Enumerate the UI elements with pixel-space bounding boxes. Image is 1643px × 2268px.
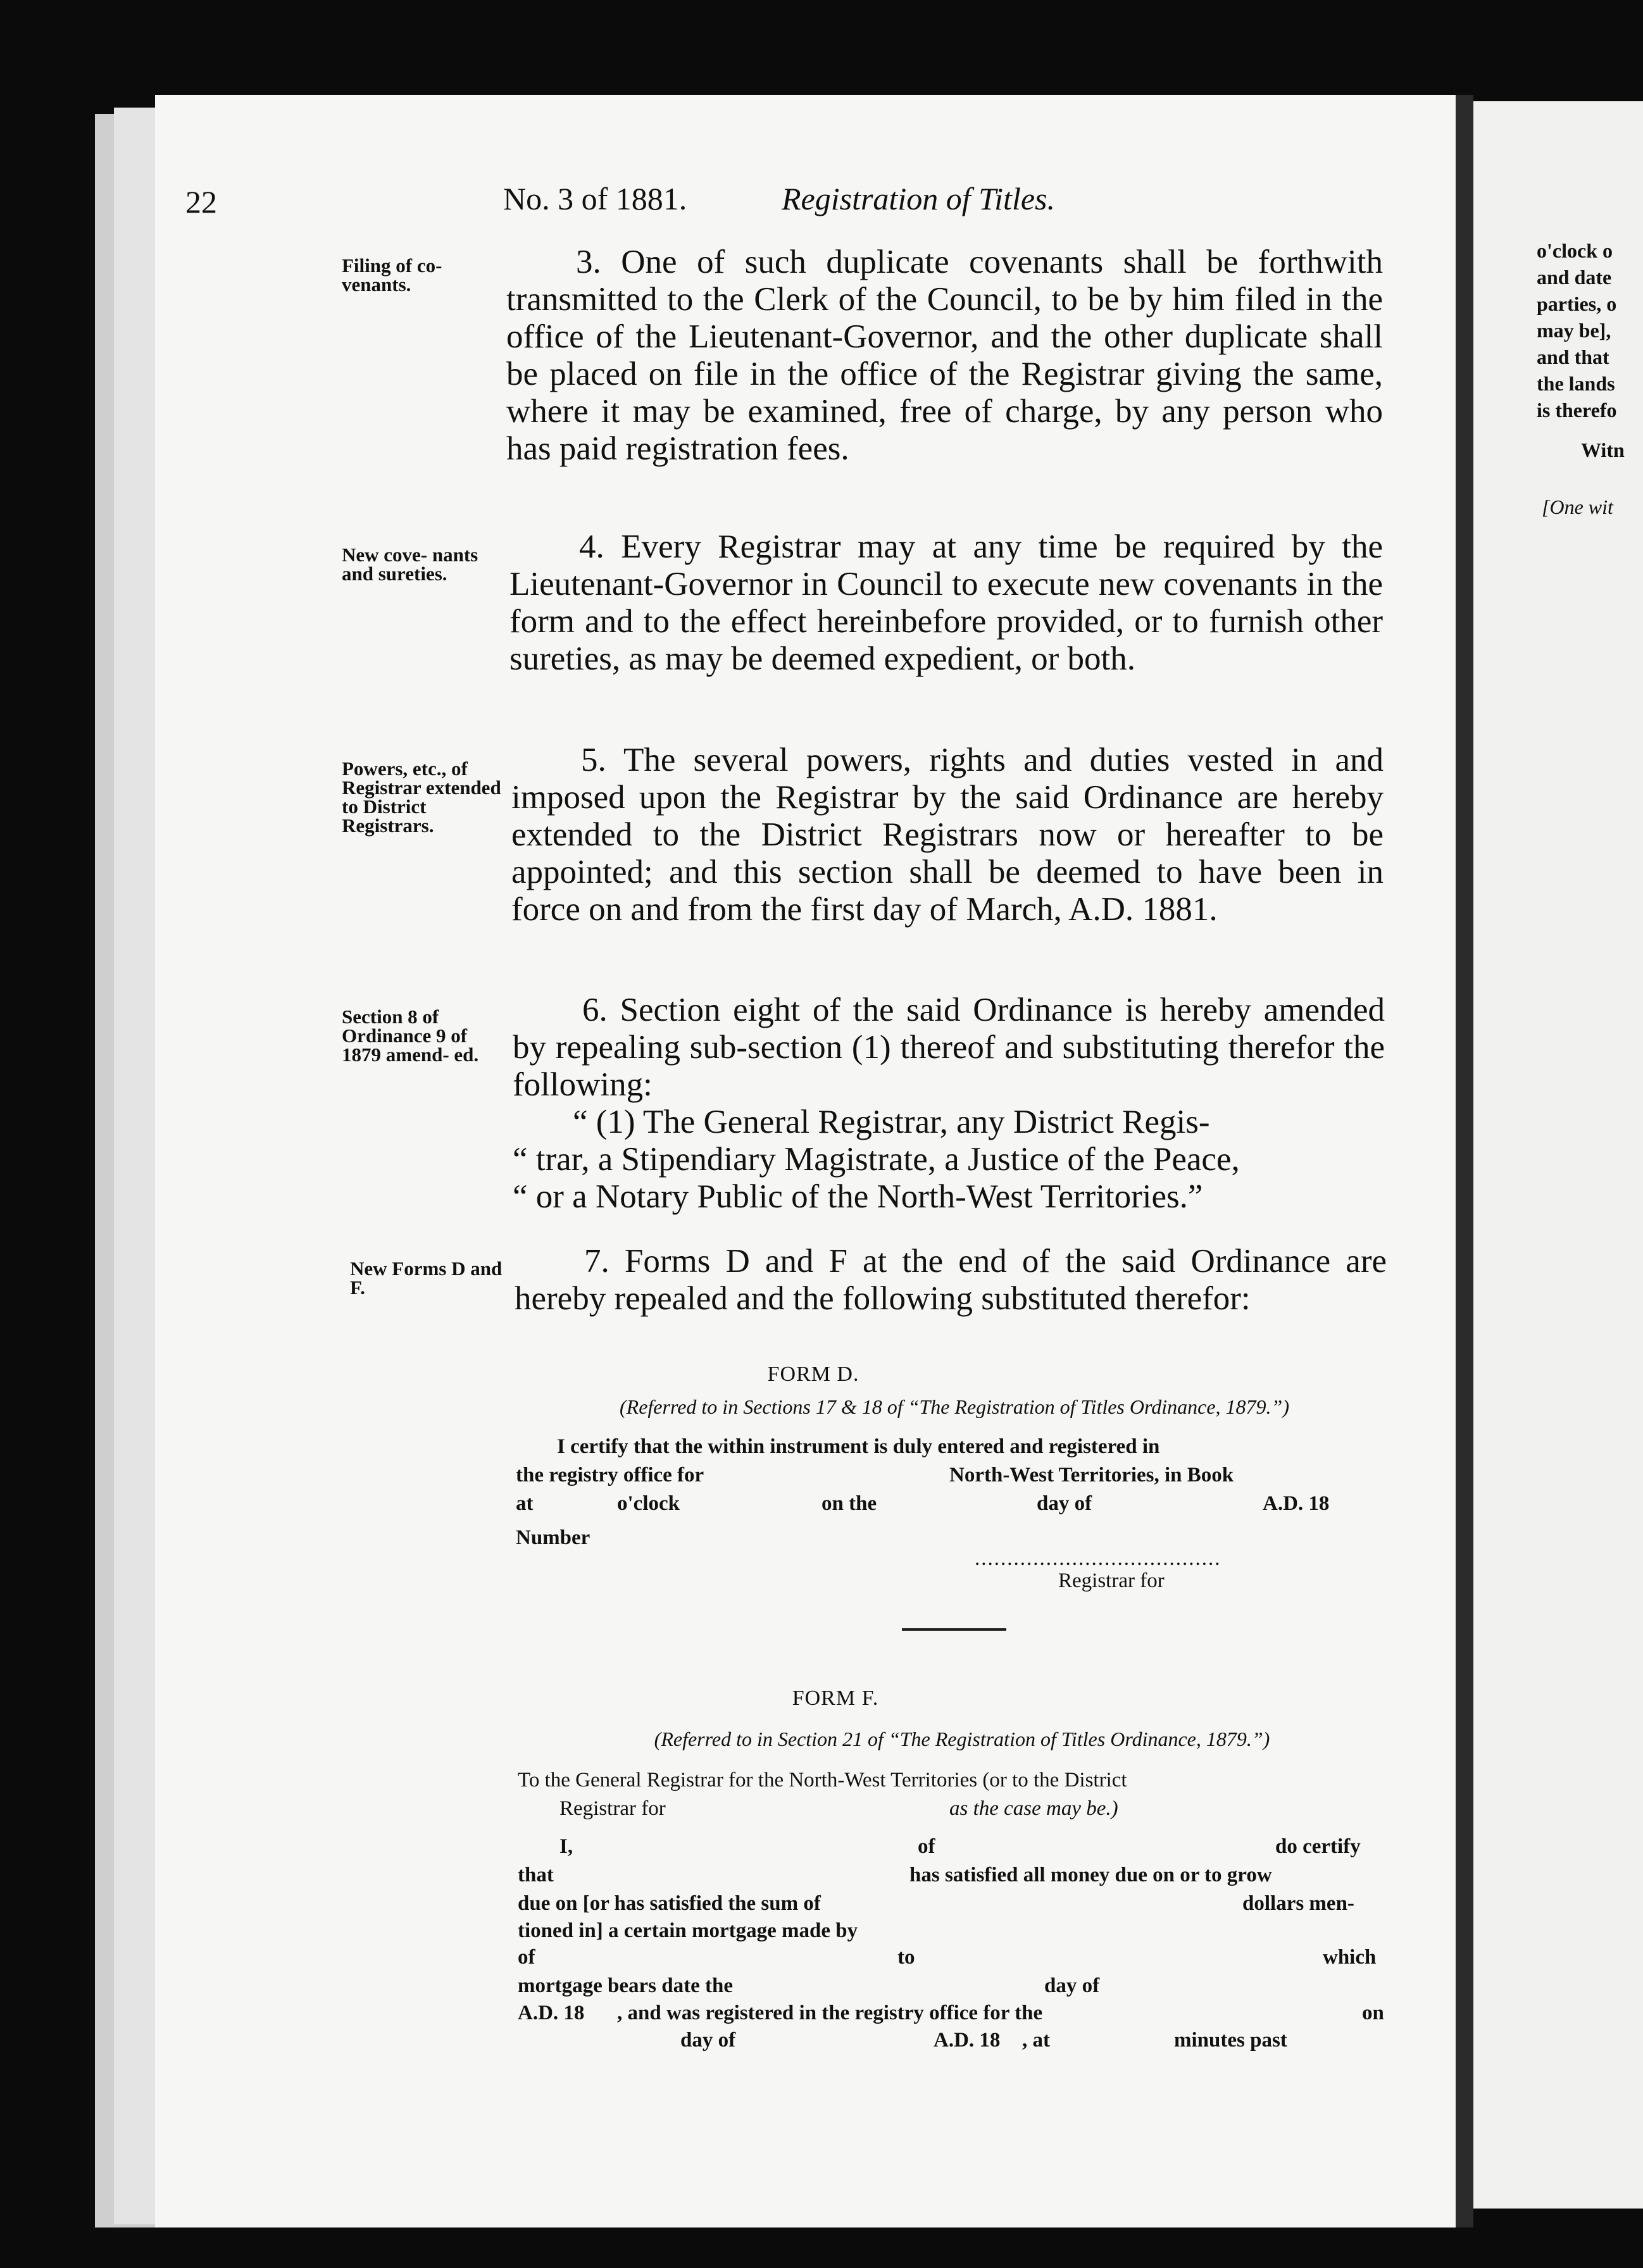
- form-f-line: A.D. 18: [934, 2029, 1001, 2052]
- margin-note: Section 8 of Ordinance 9 of 1879 amend- ed.: [342, 1006, 479, 1066]
- form-f-reference: (Referred to in Section 21 of “The Registration of Titles Ordinance, 1879.”): [654, 1728, 1270, 1750]
- quote-line: “ trar, a Stipendiary Magistrate, a Justice of the Peace,: [513, 1141, 1240, 1178]
- next-page-line: and date: [1537, 266, 1612, 289]
- form-d-line: A.D. 18: [1263, 1492, 1330, 1515]
- form-d-reference: (Referred to in Sections 17 & 18 of “The Registration of Titles Ordinance, 1879.”): [619, 1395, 1289, 1418]
- form-d-line: on the: [822, 1492, 877, 1515]
- next-page-witness: Witn: [1581, 439, 1625, 461]
- running-title: Registration of Titles.: [782, 181, 1055, 216]
- form-d-line: Number: [516, 1526, 590, 1549]
- section-text: 7. Forms D and F at the end of the said Ordinance are hereby repealed and the following substituted therefor:: [515, 1243, 1387, 1317]
- form-d-line: I certify that the within instrument is duly entered and registered in: [557, 1435, 1160, 1458]
- form-f-line: minutes past: [1174, 2029, 1287, 2052]
- form-f-line: to: [897, 1946, 915, 1969]
- form-d-line: the registry office for: [516, 1464, 704, 1486]
- section-7: [515, 1243, 1387, 1318]
- form-d-title: FORM D.: [767, 1362, 859, 1386]
- form-f-line: day of: [680, 2029, 736, 2052]
- margin-note: New Forms D and F.: [350, 1257, 503, 1299]
- form-f-line: of: [918, 1835, 935, 1858]
- next-page-fragment: [1473, 101, 1643, 2209]
- section-3: [506, 244, 1383, 468]
- form-f-line: as the case may be.): [949, 1797, 1118, 1820]
- form-d-line: at: [516, 1492, 534, 1515]
- form-f-line: , at: [1022, 2029, 1050, 2052]
- form-d-line: North-West Territories, in Book: [949, 1464, 1234, 1486]
- page-number: 22: [185, 184, 217, 220]
- margin-note: Filing of co- venants.: [342, 254, 442, 296]
- form-f-line: day of: [1044, 1974, 1100, 1997]
- section-text: 5. The several powers, rights and duties vested in and imposed upon the Registrar by the said Ordinance are hereby extended to the District Registrars now or hereafter to be appointed; and this section shall be deemed to have been in force on and from the first day of March, A.D. 1881.: [511, 742, 1384, 928]
- margin-note: New cove- nants and sureties.: [342, 544, 478, 585]
- next-page-line: is therefo: [1537, 399, 1617, 421]
- section-text: 4. Every Registrar may at any time be required by the Lieutenant-Governor in Council to execute new covenants in the form and to the effect hereinbefore provided, or to furnish other sureties, as may be deemed expedient, or both.: [509, 528, 1383, 677]
- form-f-line: tioned in] a certain mortgage made by: [518, 1919, 858, 1942]
- form-f-line: I,: [559, 1835, 573, 1858]
- divider-rule: [902, 1628, 1006, 1631]
- next-page-line: may be],: [1537, 319, 1611, 342]
- next-page-line: o'clock o: [1537, 239, 1613, 262]
- form-f-line: dollars men-: [1242, 1892, 1354, 1915]
- form-f-line: , and was registered in the registry office for the: [617, 2002, 1043, 2024]
- form-f-title: FORM F.: [792, 1686, 879, 1710]
- form-f-line: due on [or has satisfied the sum of: [518, 1892, 821, 1915]
- margin-note: Powers, etc., of Registrar extended to District Registrars.: [342, 757, 501, 837]
- form-f-line: which: [1323, 1946, 1377, 1969]
- next-page-line: and that: [1537, 346, 1609, 368]
- form-d-signature: Registrar for: [1058, 1569, 1165, 1592]
- section-5: [511, 742, 1384, 928]
- form-f-line: mortgage bears date the: [518, 1974, 733, 1997]
- form-f-line: Registrar for: [559, 1797, 666, 1820]
- form-d-line: day of: [1037, 1492, 1092, 1515]
- book-spine: [1456, 95, 1473, 2228]
- quote-line: “ or a Notary Public of the North-West Territories.”: [513, 1178, 1203, 1215]
- next-page-line: the lands: [1537, 372, 1615, 395]
- signature-dots: ......................................: [975, 1547, 1221, 1570]
- section-6: [513, 992, 1385, 1216]
- form-f-line: To the General Registrar for the North-West Territories (or to the District: [518, 1769, 1127, 1791]
- form-f-line: that: [518, 1864, 554, 1886]
- form-f-line: A.D. 18: [518, 2002, 585, 2024]
- form-f-line: has satisfied all money due on or to grow: [909, 1864, 1272, 1886]
- section-text: 6. Section eight of the said Ordinance is hereby amended by repealing sub-section (1) thereof and substituting therefor the following:: [513, 992, 1385, 1103]
- ordinance-number: No. 3 of 1881.: [503, 181, 687, 216]
- quote-line: “ (1) The General Registrar, any District Regis-: [573, 1104, 1210, 1140]
- next-page-line: parties, o: [1537, 292, 1617, 315]
- section-4: [509, 528, 1383, 678]
- section-text: 3. One of such duplicate covenants shall be forthwith transmitted to the Clerk of the Council, to be by him filed in the office of the Lieutenant-Governor, and the other duplicate shall be placed on file in the office of the Registrar giving the same, where it may be examined, free of charge, by any person who has paid registration fees.: [506, 244, 1383, 467]
- form-f-line: on: [1362, 2002, 1384, 2024]
- form-d-line: o'clock: [617, 1492, 680, 1515]
- next-page-one-witness: [One wit: [1542, 495, 1613, 518]
- form-f-line: of: [518, 1946, 535, 1969]
- form-f-line: do certify: [1275, 1835, 1361, 1858]
